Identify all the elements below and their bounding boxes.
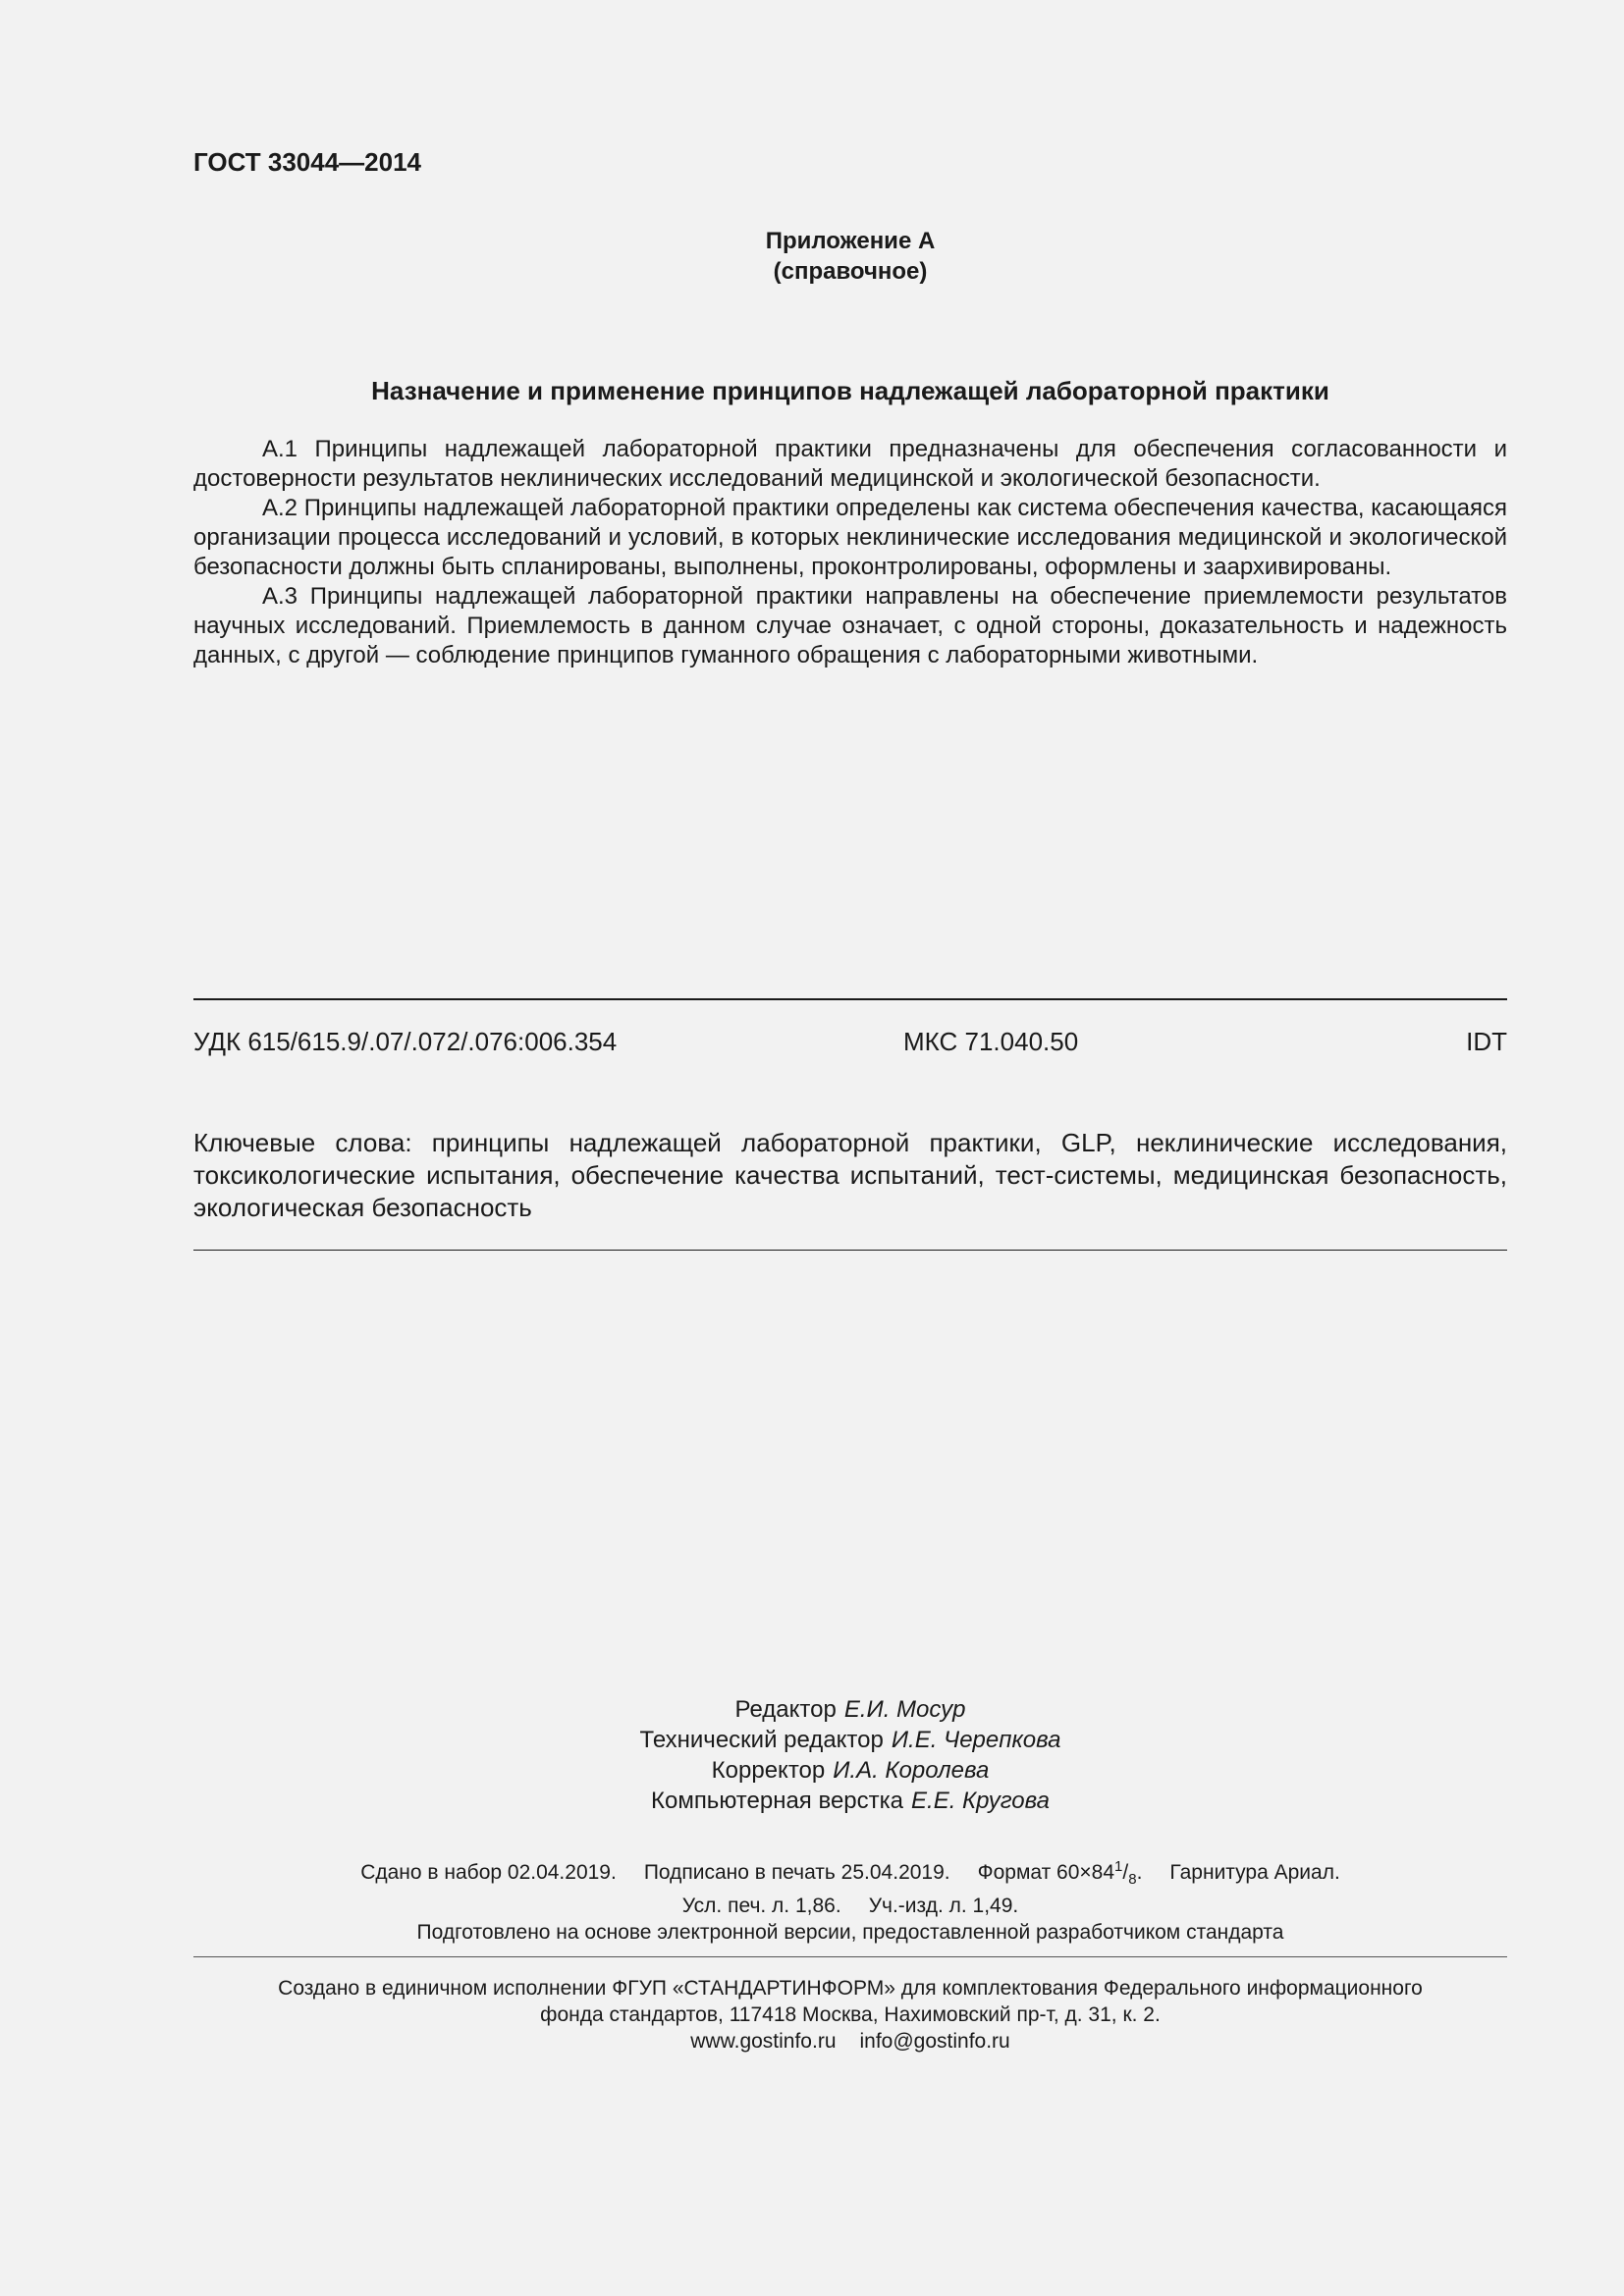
keywords-block <box>193 1127 1507 1224</box>
credits-block <box>193 1694 1507 1816</box>
keywords-text: Ключевые слова: принципы надлежащей лабораторной практики, GLP, неклинические исследования, токсикологические испытания, обеспечение качества испытаний, тест-системы, медицинская безопасность, экологическая безопасность <box>193 1128 1507 1222</box>
format-sub: 8 <box>1128 1871 1137 1889</box>
classification-codes <box>193 1027 1507 1060</box>
appendix-heading <box>193 226 1507 287</box>
credit-layout <box>193 1786 1507 1816</box>
divider-publisher <box>193 1956 1507 1957</box>
credit-role: Корректор <box>711 1757 826 1784</box>
email-link[interactable]: info@gostinfo.ru <box>859 2030 1010 2053</box>
document-code: ГОСТ 33044—2014 <box>193 147 421 177</box>
credit-tech-editor <box>193 1725 1507 1755</box>
print-info-line1 <box>193 1853 1507 1893</box>
paragraph-a2: А.2 Принципы надлежащей лабораторной практики определены как система обеспечения качества, касающаяся организации процесса исследований и условий, в которых неклинические исследования медицинской и экологической безопасности должны быть спланированы, выполнены, проконтролированы, оформлены и заархивированы. <box>193 495 1507 580</box>
format-sup: 1 <box>1114 1858 1123 1875</box>
credit-name: Е.Е. Кругова <box>911 1788 1050 1814</box>
pub-sheets: Уч.-изд. л. 1,49. <box>868 1895 1019 1918</box>
submitted-date: Сдано в набор 02.04.2019. <box>360 1861 617 1884</box>
print-info-line2 <box>193 1893 1507 1919</box>
divider-thick <box>193 998 1507 1000</box>
paragraph-a3: А.3 Принципы надлежащей лабораторной практики направлены на обеспечение приемлемости результатов научных исследований. Приемлемость в данном случае означает, с одной стороны, доказательность и надежность данных, с другой — соблюдение принципов гуманного обращения с лабораторными животными. <box>193 583 1507 668</box>
publisher-links <box>193 2028 1507 2055</box>
signed-date: Подписано в печать 25.04.2019. <box>643 1861 950 1884</box>
publisher-block <box>193 1975 1507 2055</box>
credit-role: Редактор <box>734 1696 837 1723</box>
divider-keywords <box>193 1250 1507 1251</box>
publisher-line2: фонда стандартов, 117418 Москва, Нахимовский пр-т, д. 31, к. 2. <box>540 2003 1161 2026</box>
format-suffix: . <box>1136 1861 1143 1884</box>
credit-role: Компьютерная верстка <box>650 1788 904 1814</box>
credit-proofreader <box>193 1755 1507 1786</box>
credit-name: Е.И. Мосур <box>843 1696 966 1723</box>
section-title: Назначение и применение принципов надлежащей лабораторной практики <box>371 376 1329 405</box>
mks-code: МКС 71.040.50 <box>903 1027 1079 1056</box>
idt-code: IDT <box>1466 1027 1507 1056</box>
print-sheets: Усл. печ. л. 1,86. <box>681 1895 841 1918</box>
credit-role: Технический редактор <box>639 1727 884 1753</box>
prepared-note: Подготовлено на основе электронной версии, предоставленной разработчиком стандарта <box>416 1921 1284 1945</box>
format-info <box>977 1858 1143 1889</box>
typeface-info: Гарнитура Ариал. <box>1169 1861 1340 1884</box>
credit-name: И.А. Королева <box>833 1757 990 1784</box>
udk-code: УДК 615/615.9/.07/.072/.076:006.354 <box>193 1027 618 1056</box>
credit-editor <box>193 1694 1507 1725</box>
appendix-subtitle: (справочное) <box>773 258 928 285</box>
appendix-title: Приложение А <box>765 228 936 254</box>
print-info <box>193 1853 1507 1946</box>
format-prefix: Формат 60×84 <box>977 1861 1115 1884</box>
format-slash: / <box>1122 1861 1129 1884</box>
website-link[interactable]: www.gostinfo.ru <box>690 2030 837 2053</box>
publisher-line1: Создано в единичном исполнении ФГУП «СТАНДАРТИНФОРМ» для комплектования Федерального информационного <box>278 1977 1423 2000</box>
credit-name: И.Е. Черепкова <box>891 1727 1061 1753</box>
paragraph-a1: А.1 Принципы надлежащей лабораторной практики предназначены для обеспечения согласованности и достоверности результатов неклинических исследований медицинской и экологической безопасности. <box>193 436 1507 492</box>
section-body <box>193 435 1507 670</box>
